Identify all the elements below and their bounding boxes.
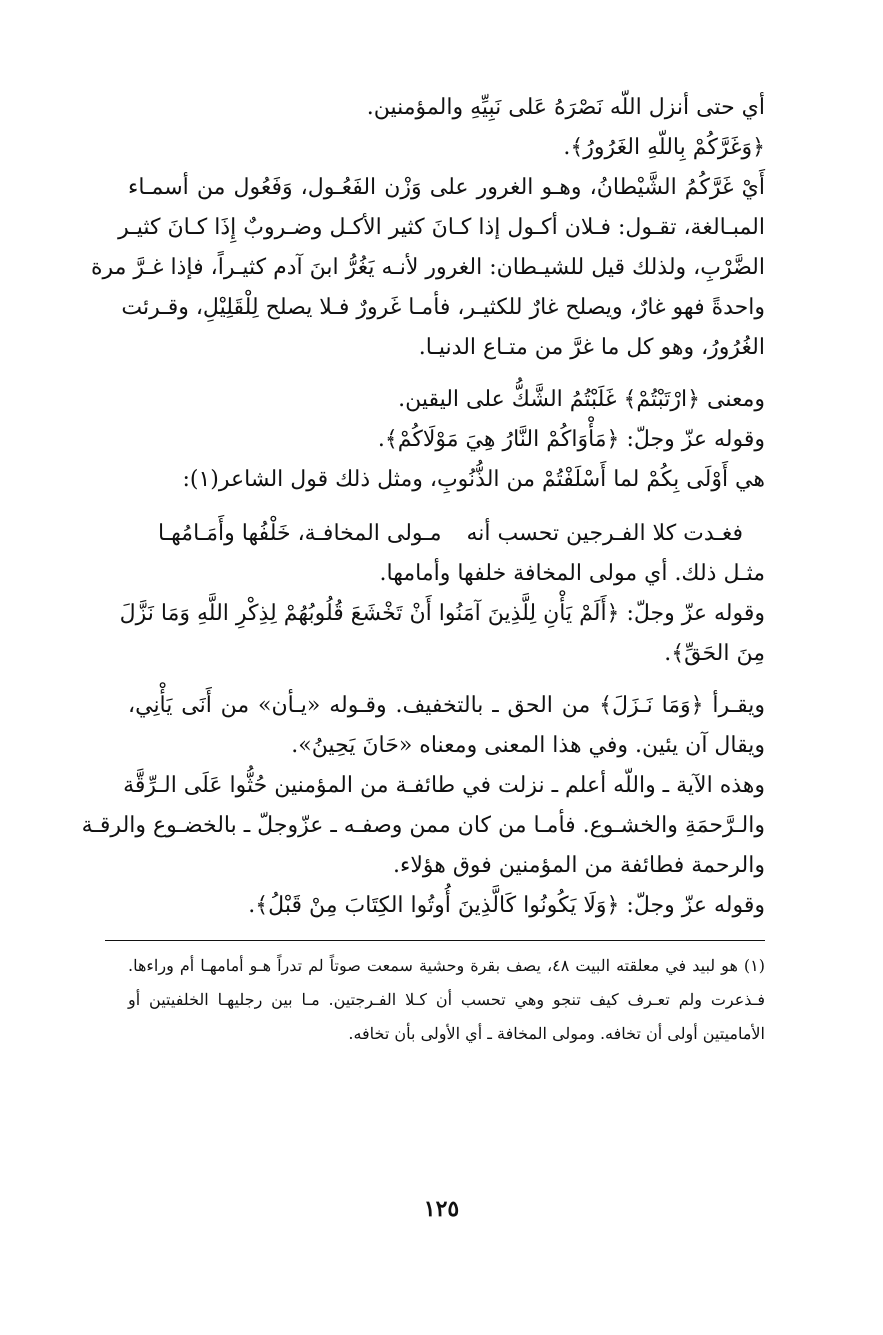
verse-first-hemistich: فغـدت كلا الفـرجين تحسب أنه — [466, 521, 743, 546]
text-line: الغُرُورُ، وهو كل ما غرَّ من متـاع الدنيـا. — [418, 335, 765, 360]
quran-quote: ﴿وَغَرَّكُمْ بِاللّهِ الغَرُورُ﴾. — [563, 135, 765, 160]
footnote-line: (١) هو لبيد في معلقته البيت ٤٨، يصف بقرة وحشية سمعت صوتاً لم تدراً هـو أمامهـا أم وراءها. — [128, 956, 765, 975]
text-line: المبـالغة، تقـول: فـلان أكـول إذا كـانَ كثير الأكـل وضـروبٌ إِذَا كـانَ كثيـر — [118, 215, 765, 240]
text-line: ويقال آن يئين. وفي هذا المعنى ومعناه «حَانَ يَحِينُ». — [291, 733, 765, 758]
text-line: الضَّرْبِ، ولذلك قيل للشيـطان: الغرور لأنـه يَغُرُّ ابنَ آدم كثيـراً، فإذا غـرَّ مرة — [90, 255, 765, 280]
text-line: مِنَ الحَقِّ﴾. — [664, 641, 765, 666]
text-line: وقوله عزّ وجلّ: ﴿وَلَا يَكُونُوا كَالَّذِينَ أُوتُوا الكِتَابَ مِنْ قَبْلُ﴾. — [248, 893, 765, 918]
footnote-line: فـذعرت ولم تعـرف كيف تنجو وهي تحسب أن كـلا الفـرجتين. مـا بين رجليهـا الخلفيتين أو — [128, 990, 765, 1009]
text-line: هي أَوْلَى بِكُمْ لما أَسْلَفْتُمْ من الذُّنُوبِ، ومثل ذلك قول الشاعر(١): — [182, 467, 765, 492]
text-line: والرحمة فطائفة من المؤمنين فوق هؤلاء. — [392, 853, 765, 878]
text-line: وقوله عزّ وجلّ: ﴿أَلَمْ يَأْنِ لِلَّذِينَ آمَنُوا أَنْ تَخْشَعَ قُلُوبُهُمْ لِذِكْرِ اللَّهِ وَمَا نَزَّلَ — [119, 601, 765, 626]
footnote-divider — [105, 940, 765, 941]
text-line: وقوله عزّ وجلّ: ﴿مَأْوَاكُمْ النَّارُ هِيَ مَوْلَاكُمْ﴾. — [377, 427, 765, 452]
text-line: أَيْ غَرَّكُمُ الشَّيْطانُ، وهـو الغرور على وَزْن الفَعُـول، وَفَعُول من أسمـاء — [128, 175, 765, 200]
page-number: ١٢٥ — [423, 1196, 460, 1222]
text-line: واحدةً فهو غارٌ، ويصلح غارٌ للكثيـر، فأمـا غَرورٌ فـلا يصلح لِلْقَلِيْلِ، وقـرئت — [121, 295, 765, 320]
text-line: ويقـرأ ﴿وَمَا نَـزَلَ﴾ من الحق ـ بالتخفيف. وقـوله «يـأن» من أَنَى يَأْنِي، — [128, 693, 765, 718]
text-line: ومعنى ﴿ارْتَبْتُمْ﴾ غَلَبْتُمُ الشَّكُّ على اليقين. — [398, 387, 765, 412]
verse-second-hemistich: مـولى المخافـة، خَلْفُها وأَمَـامُهـا — [158, 521, 442, 546]
footnote-line: الأماميتين أولى أن تخافه. ومولى المخافة ـ أي الأولى بأن تخافه. — [348, 1024, 765, 1043]
text-line: والـرَّحمَةِ والخشـوع. فأمـا من كان ممن وصفـه ـ عزّوجلّ ـ بالخضـوع والرقـة — [81, 813, 765, 838]
text-line: أي حتى أنزل اللّه نَصْرَهُ عَلى نَبِيِّهِ والمؤمنين. — [366, 95, 765, 120]
poetry-verse — [128, 514, 765, 554]
text-line: وهذه الآية ـ واللّه أعلم ـ نزلت في طائفـة من المؤمنين حُثُّوا عَلَى الـرِّقَّة — [123, 773, 765, 798]
text-line: مثـل ذلك. أي مولى المخافة خلفها وأمامها. — [379, 561, 765, 586]
